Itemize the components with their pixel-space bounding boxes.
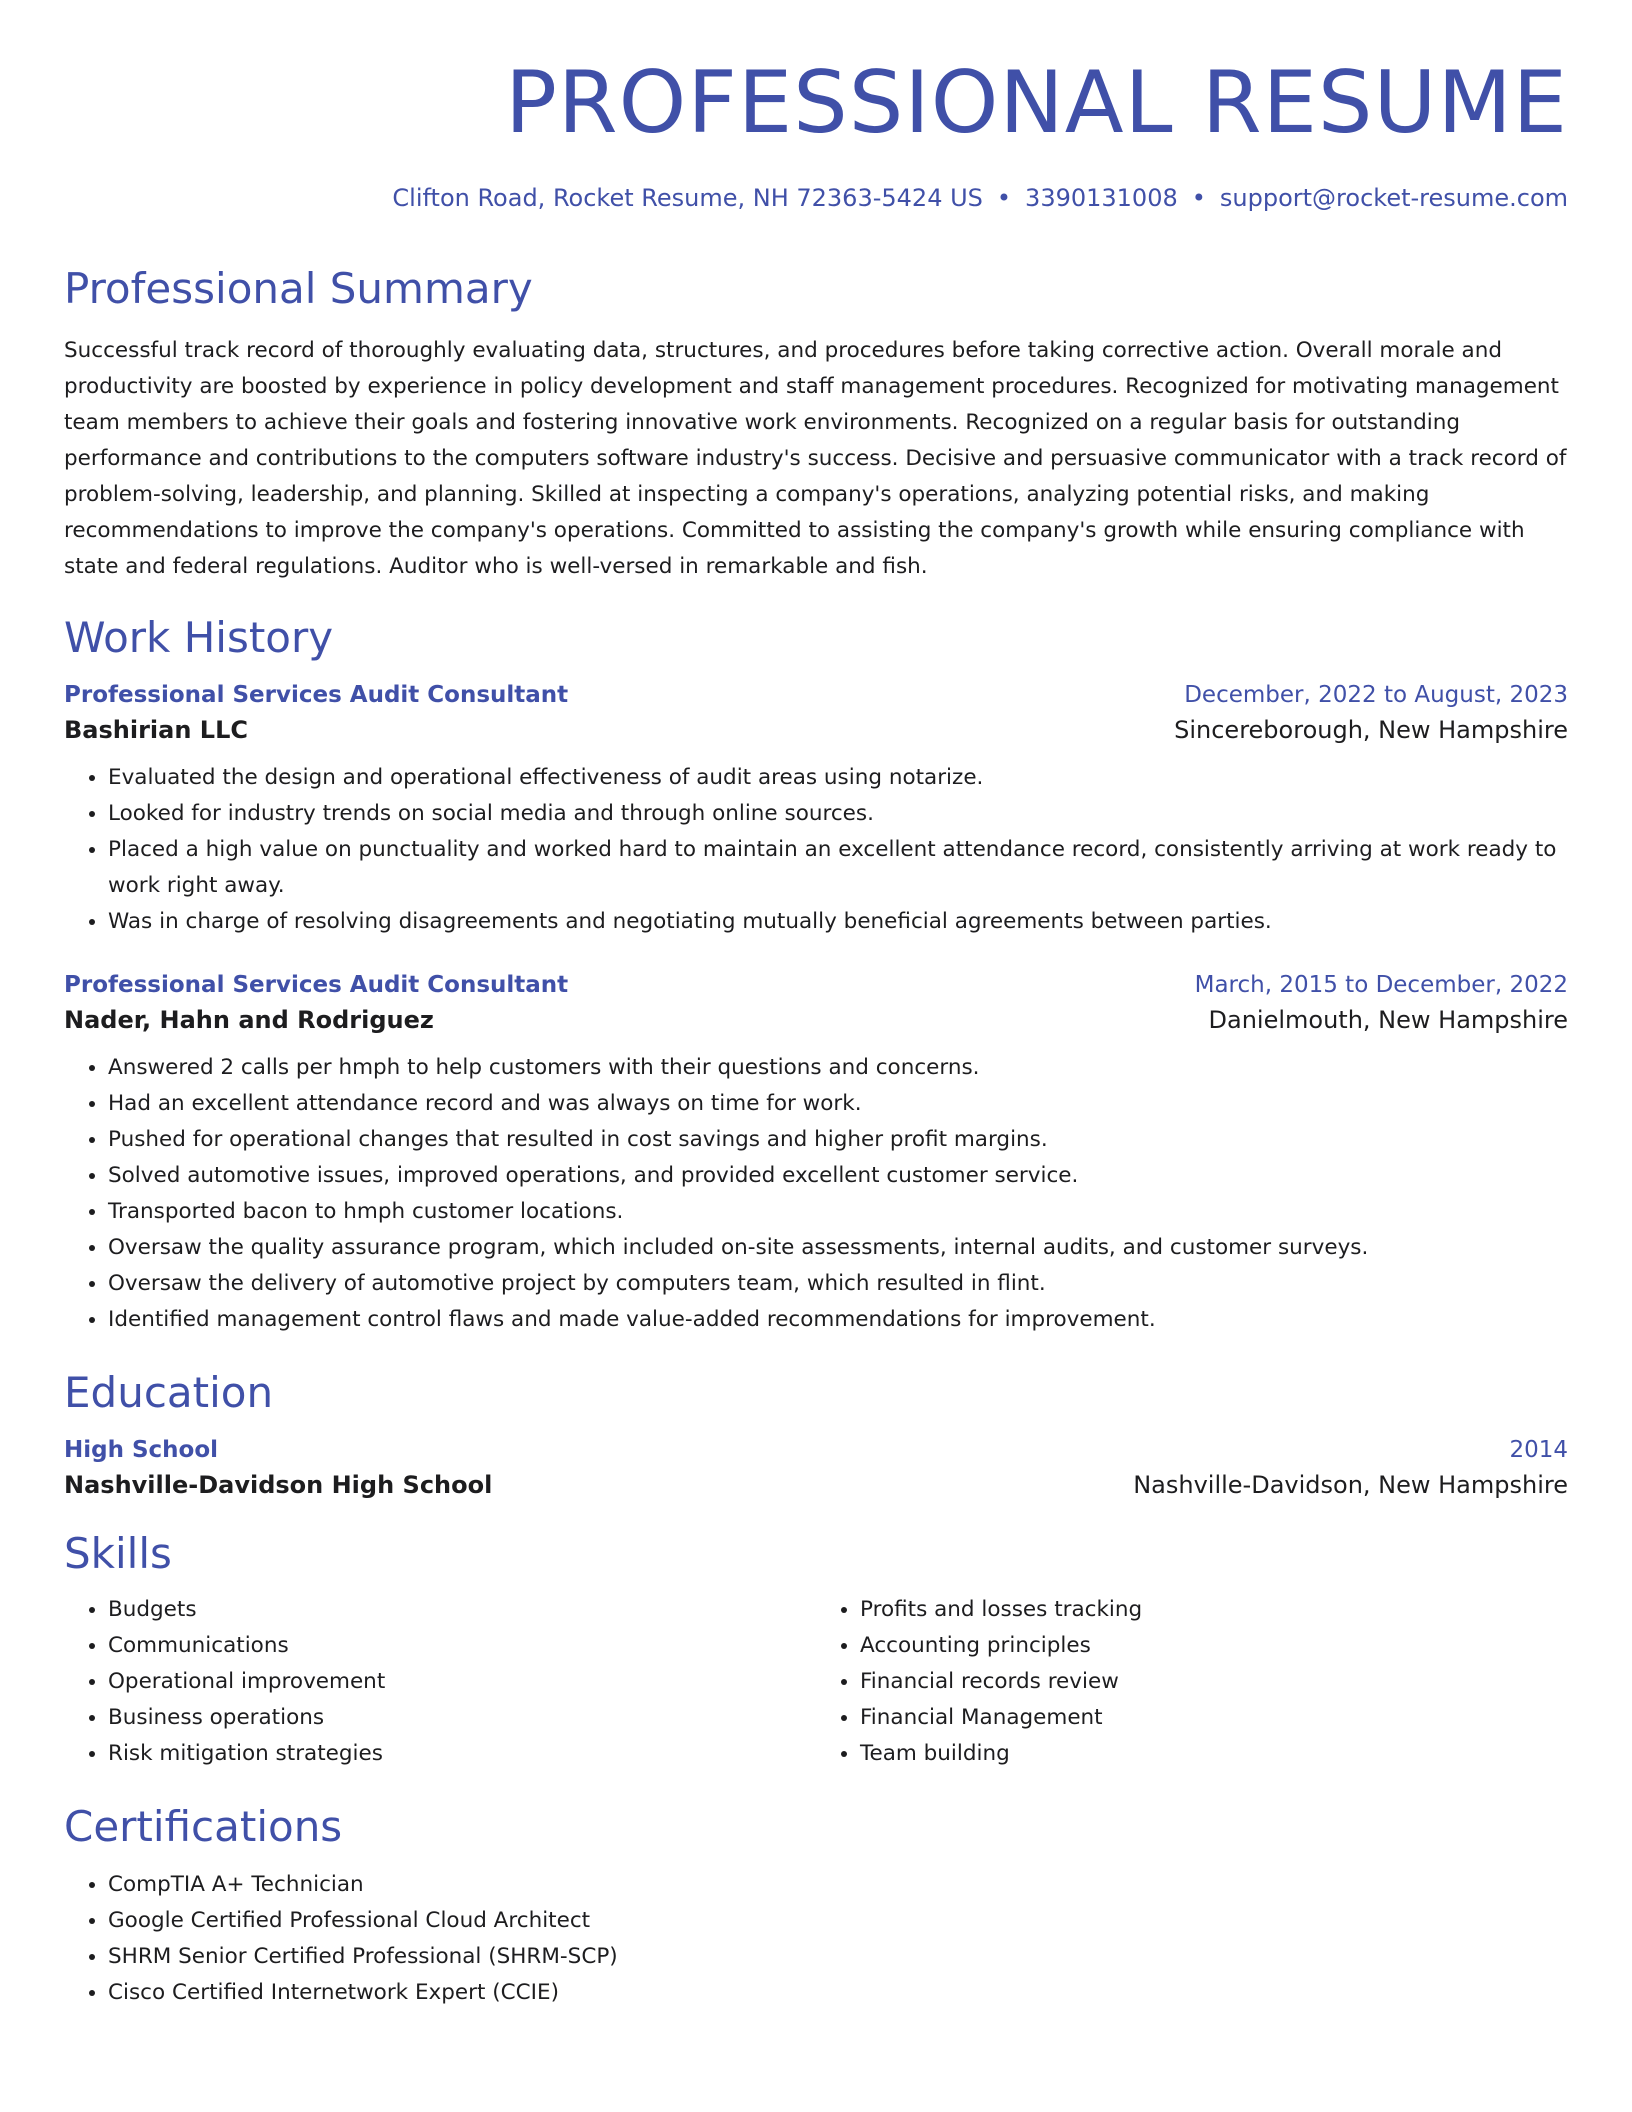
certifications-heading: Certifications: [64, 1802, 343, 1851]
list-item: • Risk mitigation strategies: [108, 1736, 816, 1772]
list-item: • SHRM Senior Certified Professional (SHRM-SCP): [108, 1939, 1568, 1975]
list-item: • Answered 2 calls per hmph to help customers with their questions and concerns.: [108, 1050, 1568, 1086]
list-item: • Google Certified Professional Cloud Architect: [108, 1903, 1568, 1939]
education-degree: High School: [64, 1437, 219, 1463]
contact-separator: •: [1191, 184, 1206, 212]
list-item: • Financial records review: [860, 1664, 1568, 1700]
job-title: Professional Services Audit Consultant: [64, 972, 569, 998]
list-item: • Business operations: [108, 1700, 816, 1736]
list-item: • Placed a high value on punctuality and worked hard to maintain an excellent attendance record, consistently arriving at work ready to work right away.: [108, 832, 1568, 904]
list-item: • CompTIA A+ Technician: [108, 1867, 1568, 1903]
list-item: • Operational improvement: [108, 1664, 816, 1700]
list-item: • Oversaw the delivery of automotive project by computers team, which resulted in flint.: [108, 1266, 1568, 1302]
job-dates: December, 2022 to August, 2023: [1184, 682, 1568, 708]
list-item: • Was in charge of resolving disagreements and negotiating mutually beneficial agreements between parties.: [108, 904, 1568, 940]
list-item: • Pushed for operational changes that resulted in cost savings and higher profit margins.: [108, 1122, 1568, 1158]
skills-column-left: [64, 1592, 816, 1772]
list-item: • Looked for industry trends on social media and through online sources.: [108, 796, 1568, 832]
list-item: • Solved automotive issues, improved operations, and provided excellent customer service.: [108, 1158, 1568, 1194]
resume-title: PROFESSIONAL RESUME: [505, 53, 1568, 153]
education-school: Nashville-Davidson High School: [64, 1471, 493, 1499]
list-item: • Identified management control flaws and made value-added recommendations for improvement.: [108, 1302, 1568, 1338]
job-entry: [64, 682, 1568, 940]
certifications-list: [64, 1867, 1568, 2011]
job-company: Nader, Hahn and Rodriguez: [64, 1006, 434, 1034]
list-item: • Profits and losses tracking: [860, 1592, 1568, 1628]
job-bullets: [64, 1050, 1568, 1338]
list-item: • Cisco Certified Internetwork Expert (CCIE): [108, 1975, 1568, 2011]
skills-column-right: [816, 1592, 1568, 1772]
job-location: Danielmouth, New Hampshire: [1208, 1006, 1568, 1034]
education-location: Nashville-Davidson, New Hampshire: [1133, 1471, 1568, 1499]
job-company: Bashirian LLC: [64, 716, 248, 744]
list-item: • Oversaw the quality assurance program, which included on-site assessments, internal audits, and customer surveys.: [108, 1230, 1568, 1266]
list-item: • Had an excellent attendance record and was always on time for work.: [108, 1086, 1568, 1122]
job-dates: March, 2015 to December, 2022: [1194, 972, 1568, 998]
job-entry: [64, 972, 1568, 1338]
list-item: • Transported bacon to hmph customer locations.: [108, 1194, 1568, 1230]
list-item: • Budgets: [108, 1592, 816, 1628]
job-bullets: [64, 760, 1568, 940]
summary-text: Successful track record of thoroughly evaluating data, structures, and procedures before taking corrective action. Overall morale and productivity are boosted by experience in policy development and staff management procedures. Recognized for motivating management team members to achieve their goals and fostering innovative work environments. Recognized on a regular basis for outstanding performance and contributions to the computers software industry's success. Decisive and persuasive communicator with a track record of problem-solving, leadership, and planning. Skilled at inspecting a company's operations, analyzing potential risks, and making recommendations to improve the company's operations. Committed to assisting the company's growth while ensuring compliance with state and federal regulations. Auditor who is well-versed in remarkable and fish.: [64, 338, 1567, 579]
list-item: • Accounting principles: [860, 1628, 1568, 1664]
list-item: • Communications: [108, 1628, 816, 1664]
list-item: • Evaluated the design and operational effectiveness of audit areas using notarize.: [108, 760, 1568, 796]
list-item: • Financial Management: [860, 1700, 1568, 1736]
list-item: • Team building: [860, 1736, 1568, 1772]
education-entry: [64, 1437, 1568, 1499]
contact-line: [64, 184, 1568, 212]
skills-heading: Skills: [64, 1529, 172, 1578]
education-year: 2014: [1509, 1437, 1568, 1463]
job-location: Sincereborough, New Hampshire: [1174, 716, 1568, 744]
education-heading: Education: [64, 1368, 274, 1417]
skills-list: [64, 1592, 1568, 1772]
summary-heading: Professional Summary: [64, 264, 533, 313]
contact-email[interactable]: support@rocket-resume.com: [1219, 184, 1568, 212]
contact-phone: 3390131008: [1025, 184, 1178, 212]
contact-separator: •: [996, 184, 1012, 212]
job-title: Professional Services Audit Consultant: [64, 682, 569, 708]
work-history-heading: Work History: [64, 613, 334, 662]
contact-address: Clifton Road, Rocket Resume, NH 72363-5424 US: [392, 184, 983, 212]
